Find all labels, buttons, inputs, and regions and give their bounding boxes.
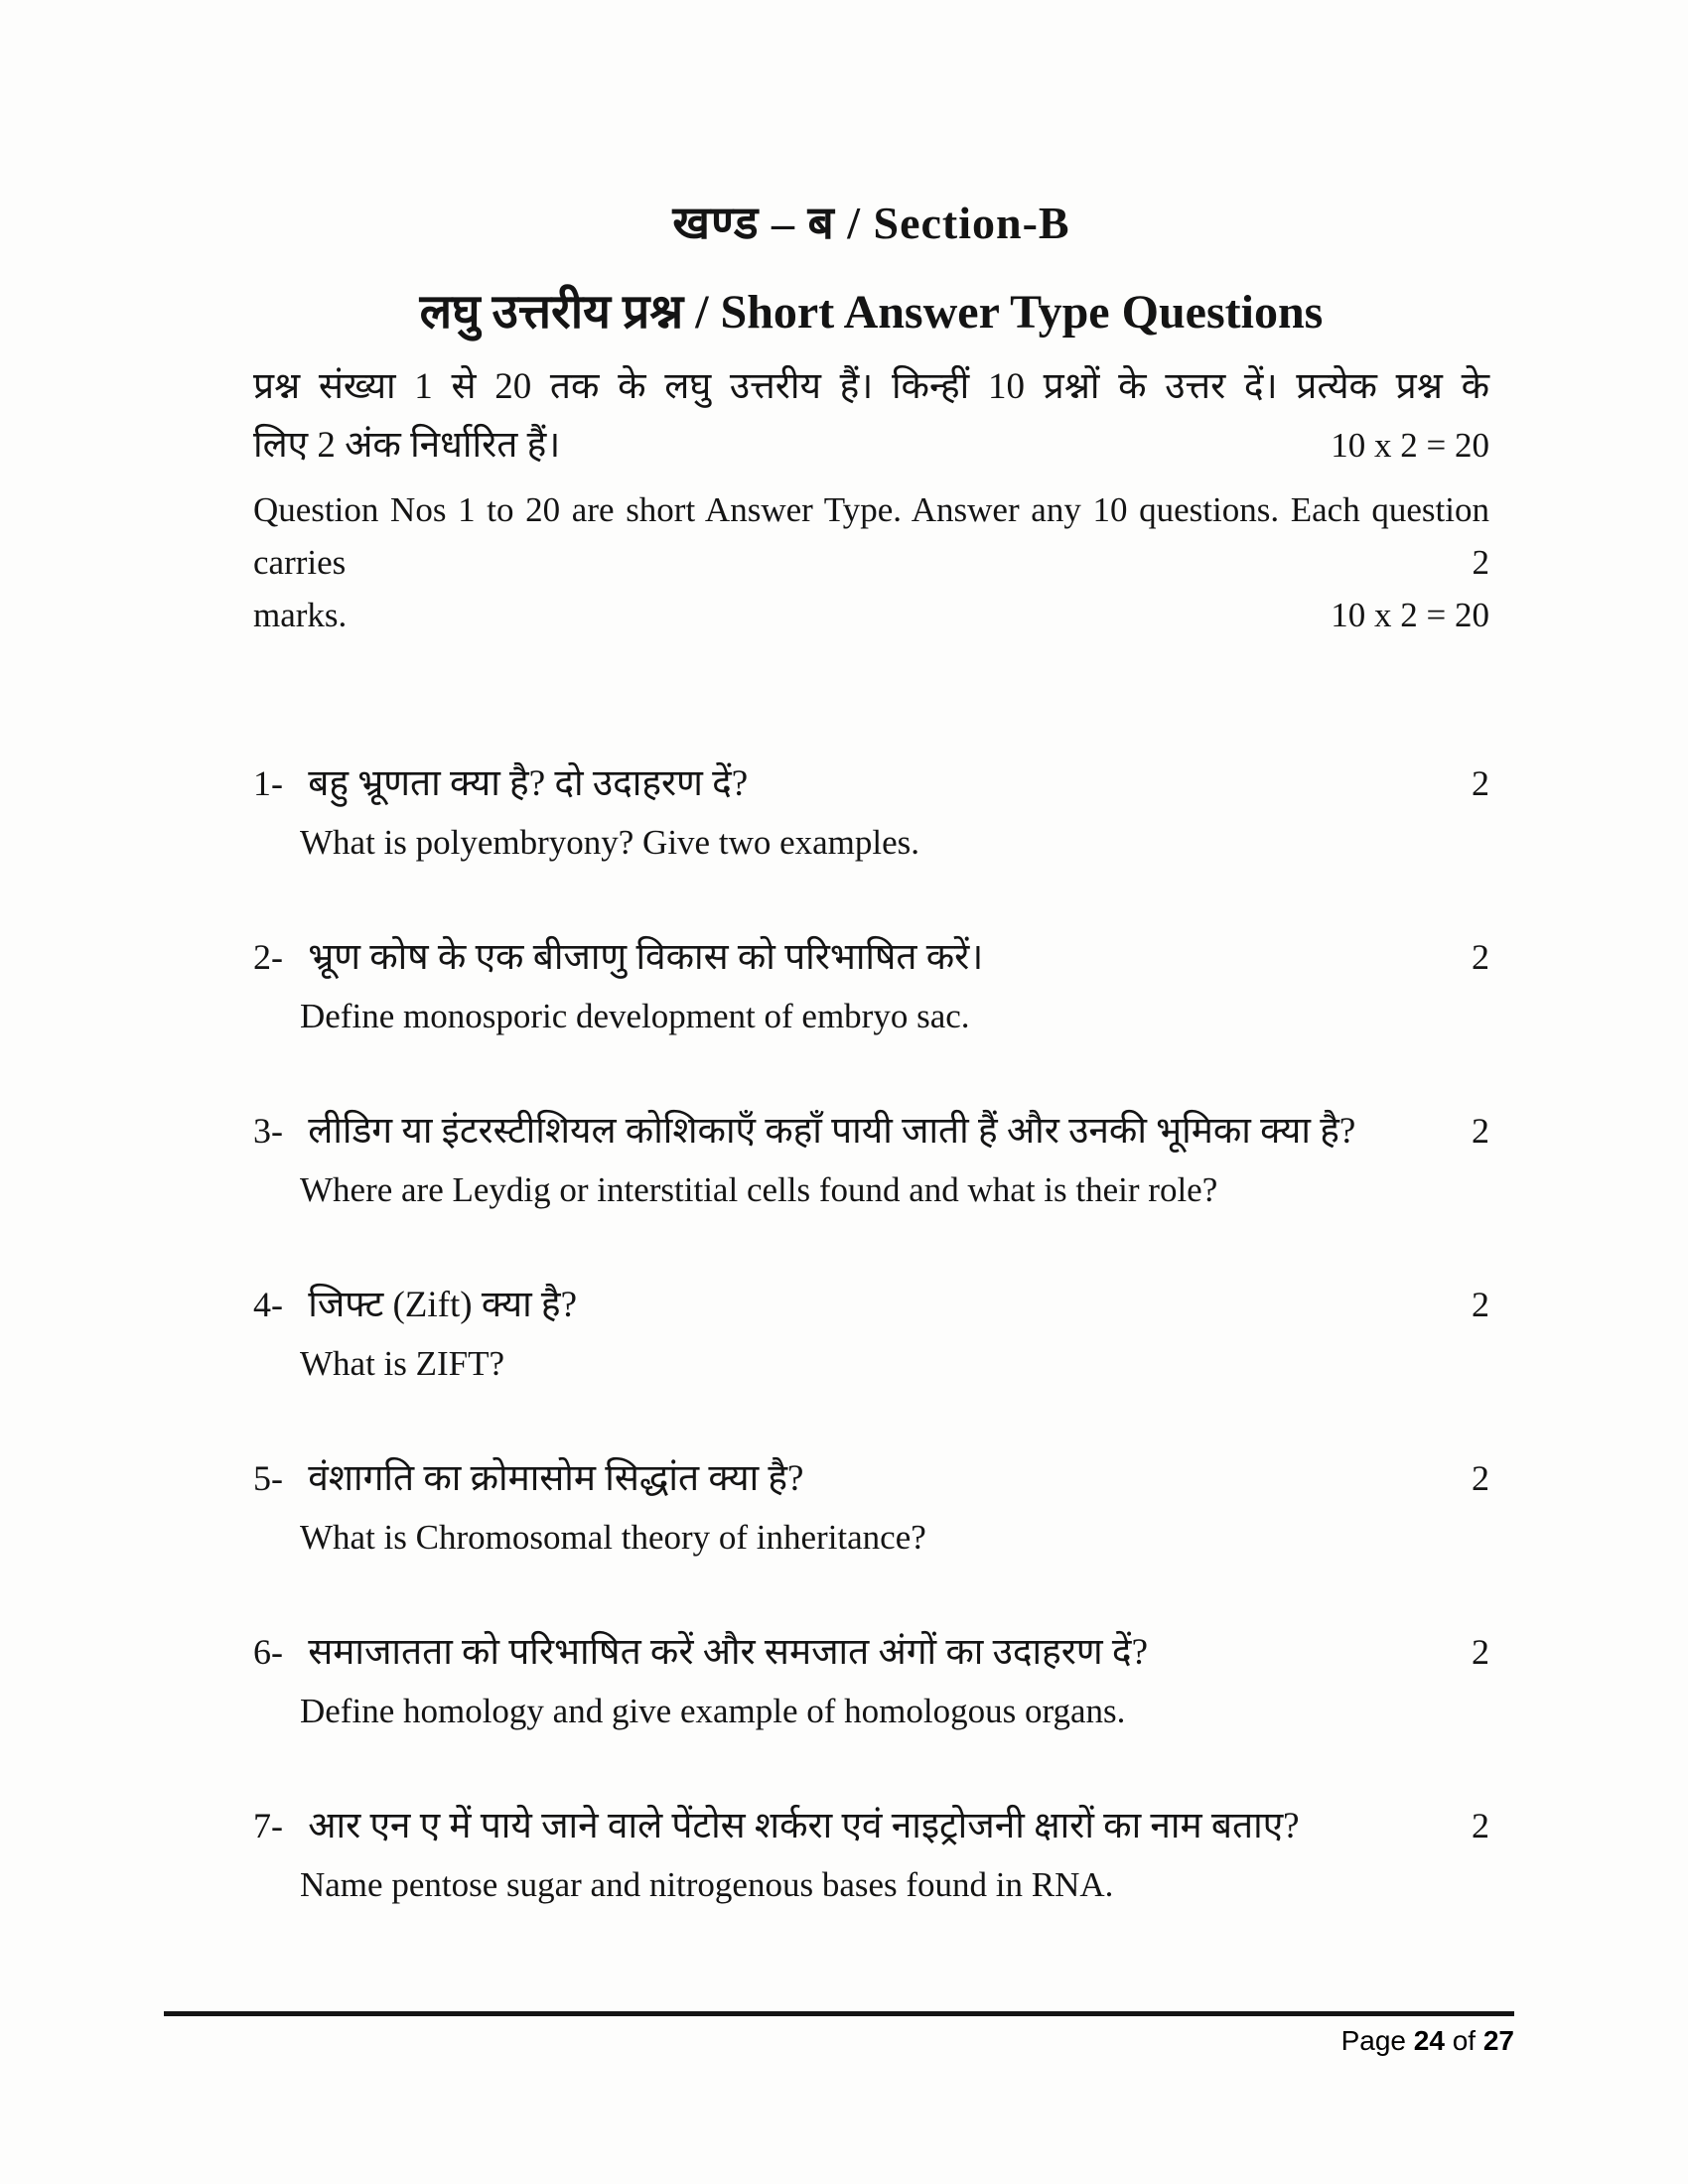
question-row [253, 1801, 1489, 1851]
question-marks: 2 [1472, 1111, 1489, 1151]
instructions-hindi-line1: प्रश्न संख्या 1 से 20 तक के लघु उत्तरीय हैं। किन्हीं 10 प्रश्नों के उत्तर दें। प्रत्येक प्रश्न के [253, 366, 1489, 407]
question-marks: 2 [1472, 1632, 1489, 1672]
question-text-hindi: बहु भ्रूणता क्या है? दो उदाहरण दें? [308, 763, 749, 804]
question-list [253, 758, 1489, 1908]
question-text-hindi: वंशागति का क्रोमासोम सिद्धांत क्या है? [308, 1458, 804, 1499]
question-marks: 2 [1472, 937, 1489, 977]
instructions-hindi [253, 357, 1489, 475]
page-number-footer [164, 2025, 1514, 2057]
question-number: 4- [253, 1285, 283, 1324]
question-marks: 2 [1472, 1806, 1489, 1845]
question-text-english: Where are Leydig or interstitial cells found and what is their role? [300, 1170, 1218, 1209]
question-text-english: Name pentose sugar and nitrogenous bases found in RNA. [300, 1865, 1114, 1904]
question-row [253, 932, 1489, 983]
question-text-hindi: समाजातता को परिभाषित करें और समजात अंगों का उदाहरण दें? [308, 1632, 1148, 1673]
question-text-english: What is ZIFT? [300, 1344, 505, 1383]
question-hindi-line [253, 1280, 1444, 1330]
question-item-3 [253, 1106, 1489, 1213]
section-heading: खण्ड – ब / Section-B [672, 198, 1070, 248]
page-number: 24 [1413, 2025, 1445, 2056]
question-row [253, 1106, 1489, 1157]
question-item-5 [253, 1453, 1489, 1561]
total-pages: 27 [1482, 2025, 1514, 2056]
question-marks: 2 [1472, 763, 1489, 803]
question-item-1 [253, 758, 1489, 866]
instructions-hindi-line2 [253, 416, 1489, 475]
question-hindi-line [253, 932, 1444, 983]
question-item-2 [253, 932, 1489, 1039]
question-hindi-line [253, 758, 1444, 809]
question-text-english: Define homology and give example of homologous organs. [300, 1692, 1126, 1730]
question-marks: 2 [1472, 1458, 1489, 1498]
page-label: Page [1340, 2025, 1406, 2056]
question-text-hindi: जिफ्ट (Zift) क्या है? [308, 1285, 577, 1325]
question-number: 3- [253, 1111, 283, 1151]
question-text-hindi: लीडिग या इंटरस्टीशियल कोशिकाएँ कहाँ पायी जाती हैं और उनकी भूमिका क्या है? [308, 1111, 1356, 1152]
question-number: 5- [253, 1458, 283, 1498]
section-subtitle: लघु उत्तरीय प्रश्न / Short Answer Type Questions [419, 286, 1324, 339]
marks-formula-hindi: 10 x 2 = 20 [1331, 426, 1489, 465]
footer-divider [164, 2011, 1514, 2016]
marks-formula-english: 10 x 2 = 20 [1331, 596, 1489, 634]
question-number: 6- [253, 1632, 283, 1672]
question-text-hindi: आर एन ए में पाये जाने वाले पेंटोस शर्करा एवं नाइट्रोजनी क्षारों का नाम बताए? [308, 1806, 1300, 1846]
question-number: 2- [253, 937, 283, 977]
question-item-4 [253, 1280, 1489, 1387]
question-marks: 2 [1472, 1285, 1489, 1324]
question-item-7 [253, 1801, 1489, 1908]
question-text-english: What is Chromosomal theory of inheritance? [300, 1518, 926, 1557]
instructions-hindi-line2-text: लिए 2 अंक निर्धारित हैं। [253, 425, 561, 466]
question-hindi-line [253, 1106, 1444, 1157]
question-text-english: Define monosporic development of embryo sac. [300, 997, 970, 1035]
question-row [253, 1280, 1489, 1330]
question-hindi-line [253, 1627, 1444, 1678]
question-item-6 [253, 1627, 1489, 1734]
question-row [253, 1627, 1489, 1678]
question-row [253, 1453, 1489, 1504]
instructions-english [253, 483, 1489, 641]
question-number: 1- [253, 763, 283, 803]
instructions-english-line2 [253, 589, 1489, 641]
question-number: 7- [253, 1806, 283, 1845]
question-text-english: What is polyembryony? Give two examples. [300, 823, 920, 862]
question-text-hindi: भ्रूण कोष के एक बीजाणु विकास को परिभाषित करें। [308, 937, 984, 978]
of-label: of [1452, 2025, 1477, 2056]
instructions-english-line2-text: marks. [253, 596, 348, 634]
question-row [253, 758, 1489, 809]
question-hindi-line [253, 1453, 1444, 1504]
question-hindi-line [253, 1801, 1444, 1851]
instructions-english-line1: Question Nos 1 to 20 are short Answer Type. Answer any 10 questions. Each question carries 2 [253, 490, 1489, 582]
